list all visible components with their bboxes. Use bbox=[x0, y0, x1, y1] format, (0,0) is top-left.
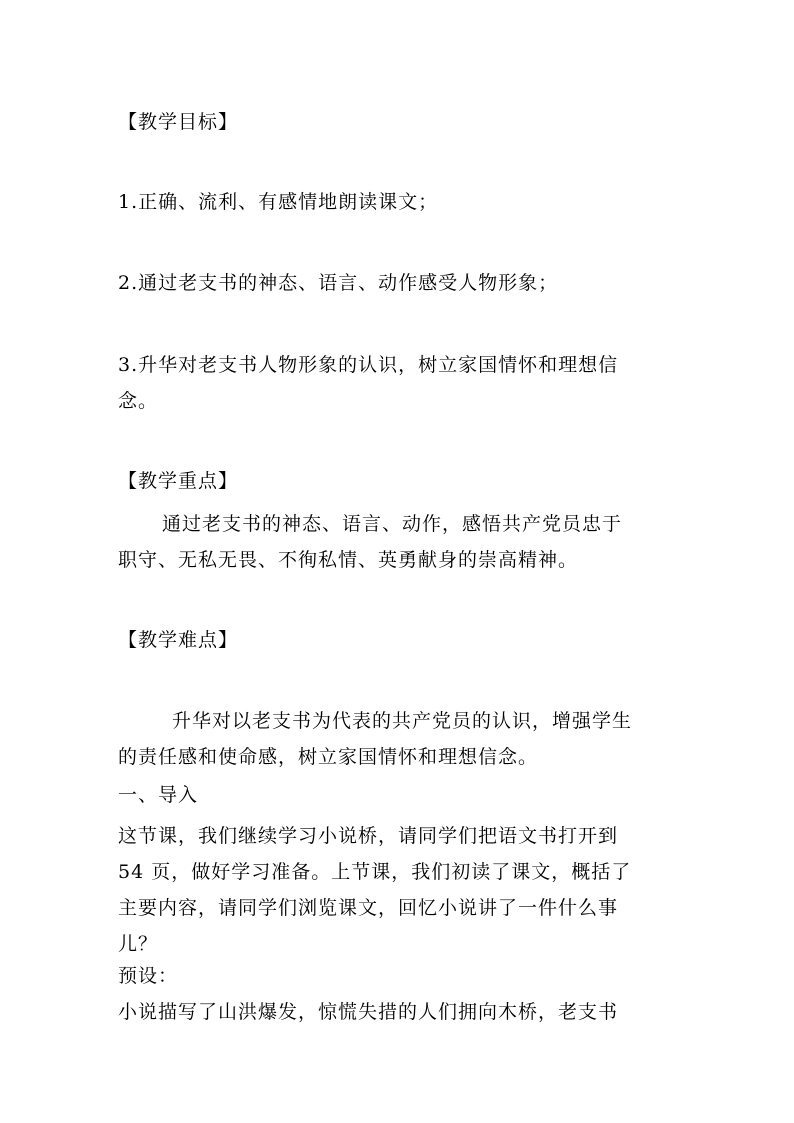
intro-heading: 一、导入 bbox=[118, 784, 199, 806]
objective-item-2: 2.通过老支书的神态、语言、动作感受人物形象； bbox=[118, 272, 559, 294]
objective-item-3-line-1: 3.升华对老支书人物形象的认识，树立家国情怀和理想信 bbox=[118, 354, 619, 376]
preset-label: 预设： bbox=[118, 965, 179, 987]
objective-item-1: 1.正确、流利、有感情地朗读课文； bbox=[118, 191, 439, 213]
key-points-heading: 【教学重点】 bbox=[118, 470, 239, 492]
preset-line-1: 小说描写了山洪爆发，惊慌失措的人们拥向木桥，老支书 bbox=[118, 1001, 619, 1023]
intro-paragraph-line-2: 54 页，做好学习准备。上节课，我们初读了课文，概括了 bbox=[118, 861, 632, 883]
intro-paragraph-line-1: 这节课，我们继续学习小说桥，请同学们把语文书打开到 bbox=[118, 825, 619, 847]
objectives-heading: 【教学目标】 bbox=[118, 111, 239, 133]
intro-paragraph-line-4: 儿？ bbox=[118, 933, 159, 955]
objective-item-3-line-2: 念。 bbox=[118, 390, 159, 412]
key-points-line-2: 职守、无私无畏、不徇私情、英勇献身的崇高精神。 bbox=[118, 549, 579, 571]
difficulties-line-2: 的责任感和使命感，树立家国情怀和理想信念。 bbox=[118, 746, 539, 768]
difficulties-line-1: 升华对以老支书为代表的共产党员的认识，增强学生 bbox=[172, 710, 633, 732]
difficulties-heading: 【教学难点】 bbox=[118, 629, 239, 651]
intro-paragraph-line-3: 主要内容，请同学们浏览课文，回忆小说讲了一件什么事 bbox=[118, 897, 619, 919]
key-points-line-1: 通过老支书的神态、语言、动作，感悟共产党员忠于 bbox=[162, 513, 623, 535]
